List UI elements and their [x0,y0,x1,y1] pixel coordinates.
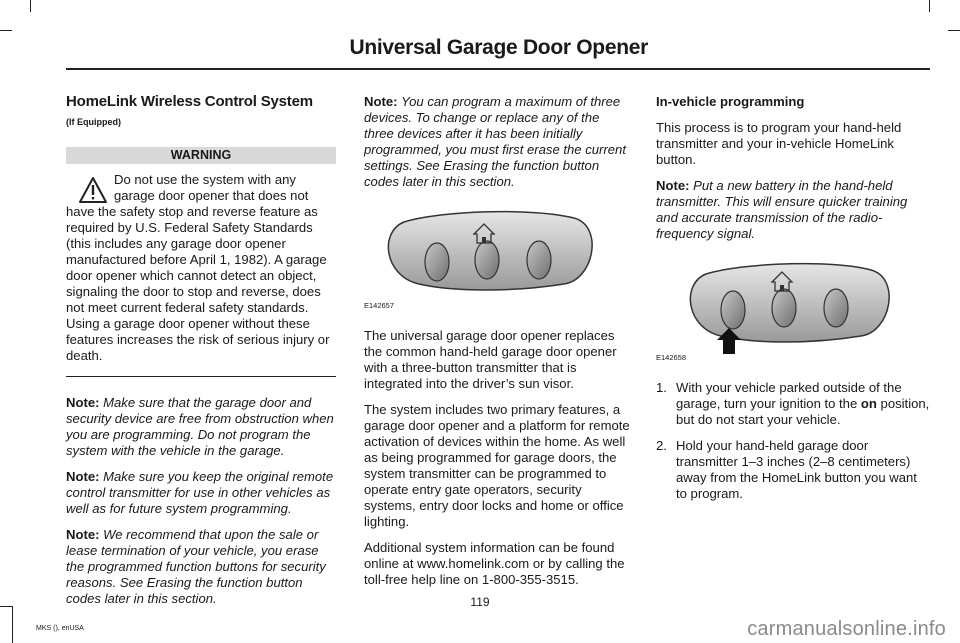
note-label: Note: [66,395,100,410]
homelink-programming-figure [656,252,924,366]
warning-triangle-icon [78,176,108,204]
right-column [656,94,931,512]
list-item [656,380,931,428]
note-text: Make sure you keep the original remote control transmitter for use in other vehicles as well as for future system programming. [66,469,334,516]
homelink-panel-arrow-illustration [656,252,924,356]
homelink-button-1 [721,291,745,329]
note-text: We recommend that upon the sale or lease termination of your vehicle, you erase the programmed function buttons for security reasons. See Erasing the function button codes later in this section. [66,527,326,606]
step-number: 1. [656,380,667,395]
homelink-button-3 [527,241,551,279]
homelink-panel-illustration [364,200,632,304]
figure-label: E142657 [364,301,395,310]
note-paragraph [656,178,931,242]
note-text: Put a new battery in the hand-held transmitter. This will ensure quicker training and accurate transmission of the radio-frequency signal. [656,178,908,241]
body-paragraph: The universal garage door opener replaces the common hand-held garage door opener with a three-button transmitter that is integrated into the driver’s sun visor. [364,328,617,391]
subsection-heading: In-vehicle programming [656,94,805,109]
crop-mark [929,0,930,12]
step-text: position, but do not start your vehicle. [676,396,930,427]
if-equipped-label: (If Equipped) [66,117,121,127]
warning-box [66,172,336,364]
page-title: Universal Garage Door Opener [349,36,648,59]
homelink-button-3 [824,289,848,327]
crop-mark [948,30,960,31]
step-text: Hold your hand-held garage door transmitter 1–3 inches (2–8 centimeters) away from the HomeLink button you want to program. [676,438,917,501]
step-number: 2. [656,438,667,453]
left-column [66,94,336,617]
homelink-button-2 [772,289,796,327]
section-heading: HomeLink Wireless Control System [66,93,313,110]
crop-mark [0,30,12,31]
note-label: Note: [364,94,398,109]
warning-header: WARNING [66,147,336,164]
homelink-button-2 [475,241,499,279]
note-text: Make sure that the garage door and security device are free from obstruction when you are programming. Do not program the system with the vehicle in the garage. [66,395,334,458]
note-text: You can program a maximum of three devices. To change or replace any of the three devices after it has been initially programmed, you must first erase the current settings. See Erasing the function button codes later in this section. [364,94,626,189]
watermark: carmanualsonline.info [747,618,946,640]
edition-label: MKS (), enUSA [36,625,84,632]
steps-list [656,380,931,502]
note-paragraph [66,469,336,517]
note-paragraph [364,94,632,190]
homelink-buttons-figure [364,200,632,314]
crop-mark [12,606,13,643]
note-label: Note: [656,178,690,193]
step-text: With your vehicle parked outside of the garage, turn your ignition to the [676,380,902,411]
figure-label: E142658 [656,353,687,362]
page-number: 119 [470,595,490,609]
note-paragraph [66,395,336,459]
middle-column [364,94,632,598]
body-paragraph: Additional system information can be found online at www.homelink.com or by calling the toll-free help line on 1-800-355-3515. [364,540,625,587]
header-rule [66,68,930,70]
warning-divider [66,376,336,377]
homelink-button-1 [425,243,449,281]
note-label: Note: [66,469,100,484]
note-label: Note: [66,527,100,542]
warning-text: Do not use the system with any garage door opener that does not have the safety stop and reverse feature as required by U.S. Federal Safety Standards (this includes any garage door opener manufactured before April 1, 1982). A garage door opener which cannot detect an object, signaling the door to stop and reverse, does not meet current federal safety standards. Using a garage door opener without these features increases the risk of serious injury or death. [66,172,330,363]
crop-mark [30,0,31,12]
body-paragraph: This process is to program your hand-held transmitter and your in-vehicle HomeLink button. [656,120,902,167]
body-paragraph: The system includes two primary features, a garage door opener and a platform for remote activation of devices within the home. As well as being programmed for garage doors, the system transmitter can be programmed to operate entry gate operators, security systems, entry door locks and home or office lighting. [364,402,630,529]
step-bold-term: on [860,396,877,411]
list-item [656,438,931,502]
